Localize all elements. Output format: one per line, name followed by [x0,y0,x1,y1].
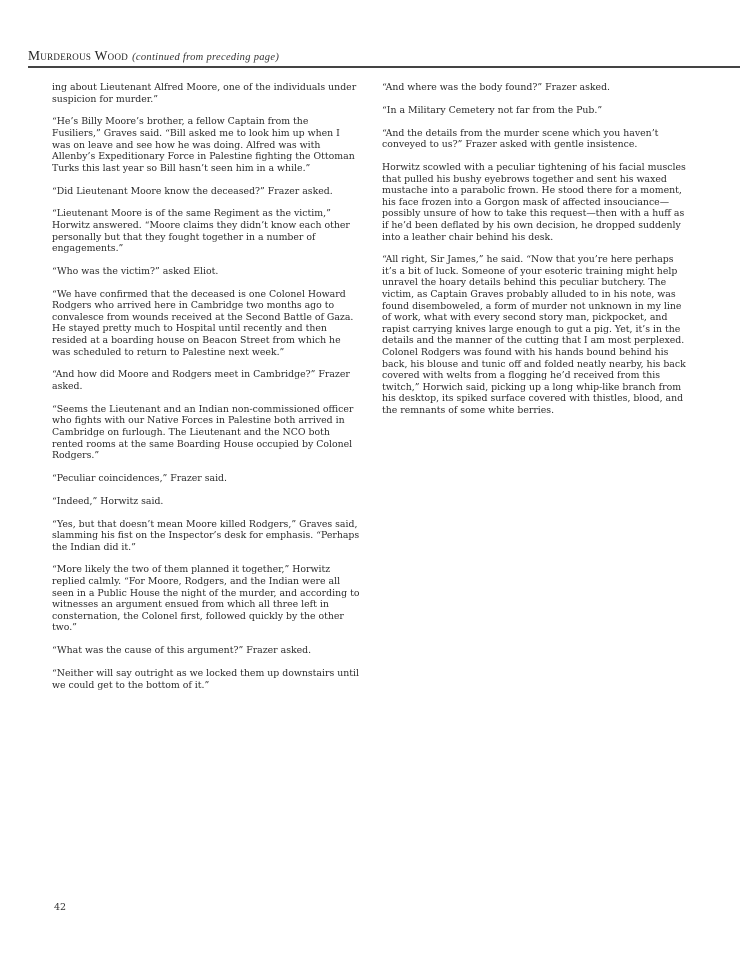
continued-note: (continued from preceding page) [132,52,280,63]
paragraph: ing about Lieutenant Alfred Moore, one of the individuals under suspicion for murder.” [52,82,357,105]
running-header [28,40,740,68]
paragraph: “Indeed,” Horwitz said. [52,495,164,507]
paragraph: “And the details from the murder scene which you haven’t conveyed to us?” Frazer asked with gentle insistence. [382,127,659,151]
paragraph: “We have confirmed that the deceased is one Colonel Howard Rodgers who arrived here in Cambridge two months ago to convalesce from wounds received at the Second Battle of Gaza. He stayed pretty much to Hospital until recently and then resided at a boarding house on Beacon Street from which he was scheduled to return to Palestine next week.” [52,288,354,358]
left-column [52,82,360,702]
paragraph: “What was the cause of this argument?” Frazer asked. [52,645,312,657]
paragraph: “Seems the Lieutenant and an Indian non-commissioned officer who fights with our Native Forces in Palestine both arrived in Cambridge on furlough. The Lieutenant and the NCO both rented rooms at the same Boarding House occupied by Colonel Rodgers.” [52,403,354,462]
paragraph: “And how did Moore and Rodgers meet in Cambridge?” Frazer asked. [52,369,350,392]
running-header-title [28,48,279,64]
book-title: Murderous Wood [28,48,129,63]
paragraph: “Neither will say outright as we locked them up downstairs until we could get to the bottom of it.” [52,668,359,691]
paragraph: “He’s Billy Moore’s brother, a fellow Captain from the Fusiliers,” Graves said. “Bill asked me to look him up when I was on leave and see how he was doing. Alfred was with Allenby’s Expeditionary Force in Palestine fighting the Ottoman Turks this last year so Bill hasn’t seen him in a while.” [52,116,355,174]
paragraph: “In a Military Cemetery not far from the Pub.” [382,104,603,116]
paragraph: “Yes, but that doesn’t mean Moore killed Rodgers,” Graves said, slamming his fist on the Inspector’s desk for emphasis. “Perhaps the Indian did it.” [52,518,360,553]
paragraph: “Did Lieutenant Moore know the deceased?” Frazer asked. [52,185,333,197]
paragraph: “All right, Sir James,” he said. “Now that you’re here perhaps it’s a bit of luck. Someone of your esoteric training might help unravel the hoary details behind this peculiar butchery. The victim, as Captain Graves probably alluded to in his note, was found disemboweled, a form of murder not unknown in my line of work, what with every second story man, pickpocket, and rapist carrying knives large enough to gut a pig. Yet, it’s in the details and the manner of the cutting that I am most perplexed. Colonel Rodgers was found with his hands bound behind his back, his blouse and tunic off and folded neatly nearby, his back covered with welts from a flogging he’d received from this twitch,” Horwich said, picking up a long whip-like branch from his desktop, its spiked surface covered with thistles, blood, and the remnants of some white berries. [382,254,686,416]
paragraph: Horwitz scowled with a peculiar tightening of his facial muscles that pulled his bushy eyebrows together and sent his waxed mustache into a parabolic frown. He stood there for a moment, his face frozen into a Gorgon mask of affected insouciance—possibly unsure of how to take this request—then with a huff as if he’d been deflated by his own decision, he dropped suddenly into a leather chair behind his desk. [382,161,686,243]
paragraph: “Who was the victim?” asked Eliot. [52,265,219,277]
paragraph: “And where was the body found?” Frazer asked. [382,82,611,93]
paragraph: “Lieutenant Moore is of the same Regiment as the victim,” Horwitz answered. “Moore claims they didn’t know each other personally but that they fought together in a number of engagements.” [52,208,350,255]
paragraph: “Peculiar coincidences,” Frazer said. [52,472,228,484]
right-column [382,82,688,428]
paragraph: “More likely the two of them planned it together,” Horwitz replied calmly. “For Moore, Rodgers, and the Indian were all seen in a Public House the night of the murder, and according to witnesses an argument ensued from which all three left in consternation, the Colonel first, followed quickly by the other two.” [52,564,360,634]
page-number: 42 [54,902,67,913]
